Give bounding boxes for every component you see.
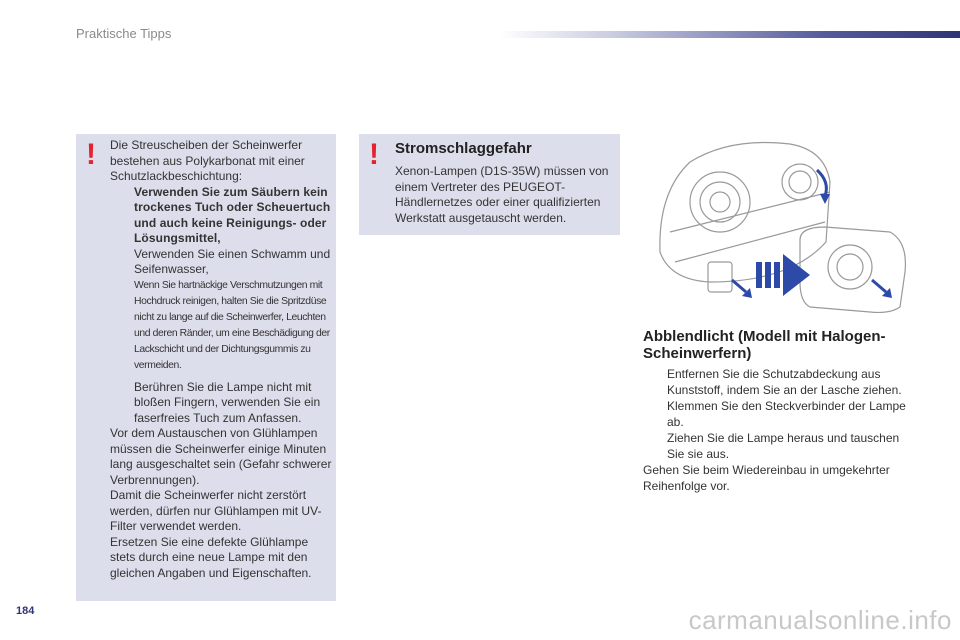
list-item [643,398,918,430]
care-paragraph: Vor dem Austauschen von Glühlampen müssen die Scheinwerfer einige Minuten lang ausgeschaltet sein (Gefahr schwerer Verbrennungen). [110,426,332,487]
header-decor-bar [500,31,960,38]
page-number: 184 [16,605,35,617]
electric-shock-warning-box [359,134,620,235]
page-header-title: Praktische Tipps [76,26,172,41]
care-intro: Die Streuscheiben der Scheinwerfer bestehen aus Polykarbonat mit einer Schutzlackbeschichtung: [110,138,305,183]
list-item [643,430,918,462]
warning-body: Xenon-Lampen (D1S-35W) müssen von einem Vertreter des PEUGEOT-Händlernetzes oder einer qualifizierten Werkstatt ausgetauscht werden. [395,164,609,225]
headlamp-illustration [650,132,910,317]
section-title: Abblendlicht (Modell mit Halogen-Scheinwerfern) [643,328,886,362]
section-instructions [643,366,918,494]
care-warning-text [110,138,332,581]
watermark-text: carmanualsonline.info [688,605,952,635]
care-warning-box [76,134,336,601]
care-paragraph: Damit die Scheinwerfer nicht zerstört werden, dürfen nur Glühlampen mit UV-Filter verwendet werden. [110,488,322,533]
list-item-text: Verwenden Sie zum Säubern kein trockenes Tuch oder Scheuertuch und auch keine Reinigungs- oder Lösungsmittel, [134,184,331,245]
list-item [110,380,332,427]
list-item-text: Ziehen Sie die Lampe heraus und tauschen Sie sie aus. [667,431,900,461]
list-item-text: Wenn Sie hartnäckige Verschmutzungen mit Hochdruck reinigen, halten Sie die Spritzdüse nicht zu lange auf die Scheinwerfer, Leuchten und deren Ränder, um eine Beschädigung der Lackschicht und der Dichtungsgummis zu vermeiden. [134,279,330,371]
care-paragraph: Ersetzen Sie eine defekte Glühlampe stets durch eine neue Lampe mit den gleichen Angaben und Eigenschaften. [110,534,312,580]
warning-icon: ! [86,138,96,171]
warning-icon: ! [369,138,379,171]
list-item-text: Entfernen Sie die Schutzabdeckung aus Kunststoff, indem Sie an der Lasche ziehen. [667,367,902,397]
list-item [110,278,332,374]
list-item [110,247,332,278]
section-footer-text: Gehen Sie beim Wiedereinbau in umgekehrter Reihenfolge vor. [643,463,890,493]
list-item-text: Berühren Sie die Lampe nicht mit bloßen Fingern, verwenden Sie ein faserfreies Tuch zum Anfassen. [134,379,321,425]
list-item [110,185,332,247]
list-item-text: Klemmen Sie den Steckverbinder der Lampe ab. [667,399,906,429]
list-item-text: Verwenden Sie einen Schwamm und Seifenwasser, [134,246,331,276]
warning-title: Stromschlaggefahr [395,140,532,157]
list-item [643,366,918,398]
